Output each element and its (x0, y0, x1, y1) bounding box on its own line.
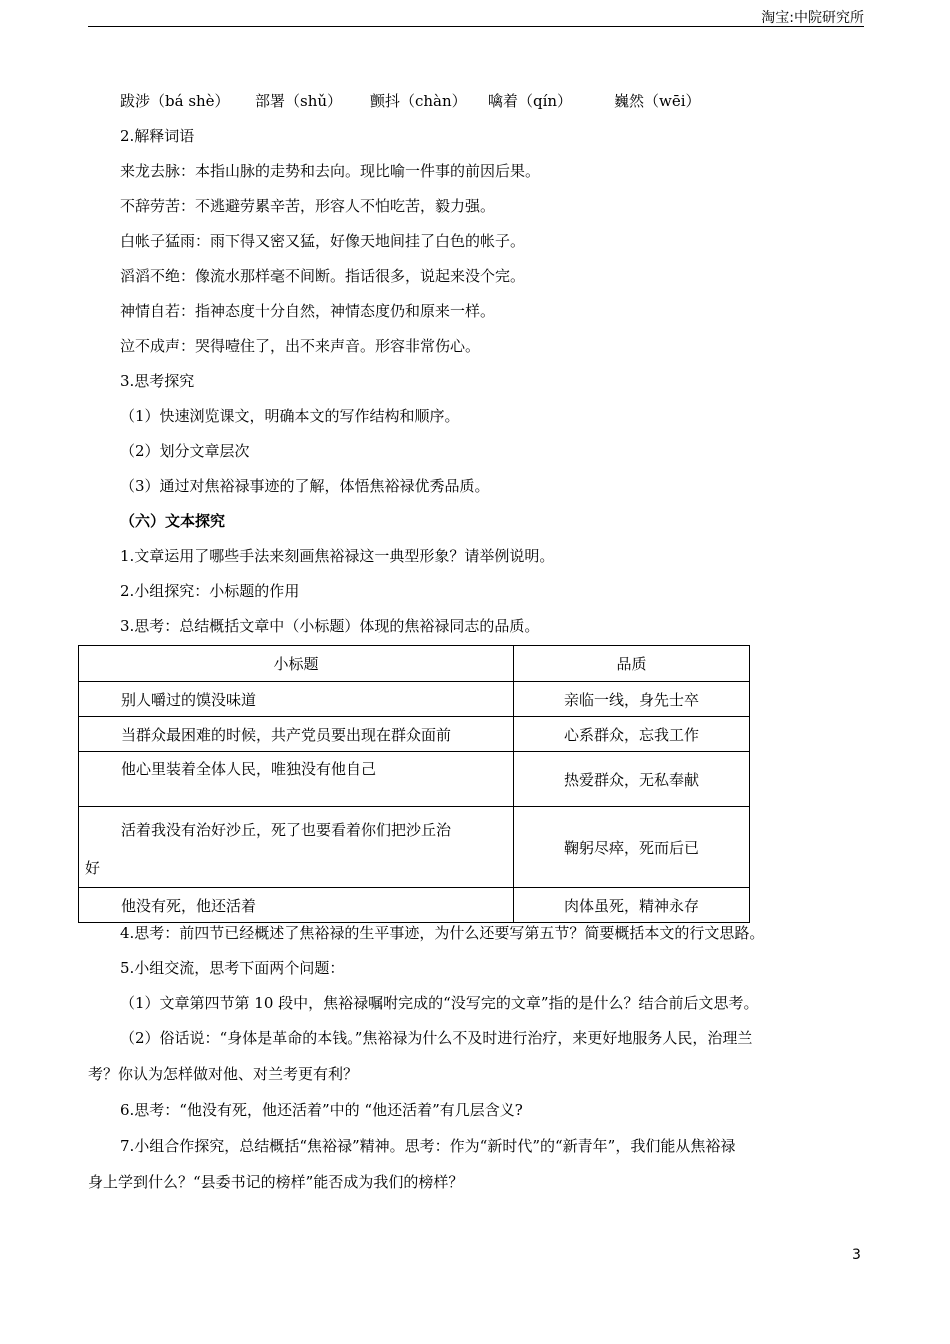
section-heading: （六）文本探究 (120, 512, 226, 530)
table-cell-title-line: 好 (85, 859, 101, 877)
pinyin-item: 部署（shǔ） (255, 92, 343, 110)
table-cell-title: 当群众最困难的时候，共产党员要出现在群众面前 (79, 717, 514, 752)
table-row (79, 717, 750, 752)
question-item: 7.小组合作探究，总结概括“焦裕禄”精神。思考：作为“新时代”的“新青年”，我们能从焦裕禄 (120, 1137, 736, 1155)
section-title: 2.解释词语 (120, 127, 195, 145)
term-definition: 白帐子猛雨：雨下得又密又猛，好像天地间挂了白色的帐子。 (120, 232, 526, 250)
table-row (79, 682, 750, 717)
term-definition: 不辞劳苦：不逃避劳累辛苦，形容人不怕吃苦，毅力强。 (120, 197, 496, 215)
table-row (79, 752, 750, 807)
pinyin-item: 跋涉（bá shè） (120, 92, 230, 110)
table-cell-title-line: 活着我没有治好沙丘，死了也要看着你们把沙丘治 (121, 821, 452, 839)
question-item: （3）通过对焦裕禄事迹的了解，体悟焦裕禄优秀品质。 (120, 477, 490, 495)
table-cell-title: 他没有死，他还活着 (79, 888, 514, 923)
question-item-continued: 考？你认为怎样做对他、对兰考更有利？ (88, 1065, 359, 1083)
pinyin-item: 颤抖（chàn） (370, 92, 467, 110)
term-definition: 神情自若：指神态度十分自然，神情态度仍和原来一样。 (120, 302, 496, 320)
question-item: 3.思考：总结概括文章中（小标题）体现的焦裕禄同志的品质。 (120, 617, 540, 635)
header-brand: 淘宝:中院研究所 (761, 10, 864, 26)
table-cell-title: 别人嚼过的馍没味道 (79, 682, 514, 717)
table-header-cell: 品质 (514, 646, 750, 682)
quality-table (78, 645, 750, 923)
term-definition: 滔滔不绝：像流水那样毫不间断。指话很多，说起来没个完。 (120, 267, 526, 285)
table-row (79, 807, 750, 888)
table-cell-title: 他心里装着全体人民，唯独没有他自己 (79, 752, 514, 807)
page-number: 3 (852, 1247, 861, 1263)
question-item: （1）文章第四节第 10 段中，焦裕禄嘱咐完成的“没写完的文章”指的是什么？结合前后文思考。 (120, 994, 759, 1012)
question-item: 4.思考：前四节已经概述了焦裕禄的生平事迹，为什么还要写第五节？简要概括本文的行文思路。 (120, 924, 765, 942)
term-definition: 来龙去脉：本指山脉的走势和去向。现比喻一件事的前因后果。 (120, 162, 541, 180)
term-definition: 泣不成声：哭得噎住了，出不来声音。形容非常伤心。 (120, 337, 481, 355)
table-row (79, 888, 750, 923)
question-item: （2）划分文章层次 (120, 442, 250, 460)
page-header (88, 0, 864, 27)
question-item: 2.小组探究：小标题的作用 (120, 582, 300, 600)
question-item: （1）快速浏览课文，明确本文的写作结构和顺序。 (120, 407, 460, 425)
table-cell-quality: 心系群众，忘我工作 (514, 717, 750, 752)
table-cell-quality: 亲临一线，身先士卒 (514, 682, 750, 717)
table-cell-quality: 热爱群众，无私奉献 (514, 752, 750, 807)
table-header-cell: 小标题 (79, 646, 514, 682)
section-title: 3.思考探究 (120, 372, 195, 390)
question-item: （2）俗话说：“身体是革命的本钱。”焦裕禄为什么不及时进行治疗，来更好地服务人民，治理兰 (120, 1029, 753, 1047)
question-item: 5.小组交流，思考下面两个问题： (120, 959, 345, 977)
question-item-continued: 身上学到什么？“县委书记的榜样”能否成为我们的榜样？ (88, 1173, 464, 1191)
table-header-row (79, 646, 750, 682)
question-item: 1.文章运用了哪些手法来刻画焦裕禄这一典型形象？请举例说明。 (120, 547, 555, 565)
question-item: 6.思考：“他没有死，他还活着”中的 “他还活着”有几层含义? (120, 1101, 523, 1119)
table-cell-quality: 鞠躬尽瘁，死而后已 (514, 807, 750, 888)
pinyin-item: 巍然（wēi） (614, 92, 701, 110)
table-cell-quality: 肉体虽死，精神永存 (514, 888, 750, 923)
table-cell-title (79, 807, 514, 888)
pinyin-item: 噙着（qín） (488, 92, 573, 110)
